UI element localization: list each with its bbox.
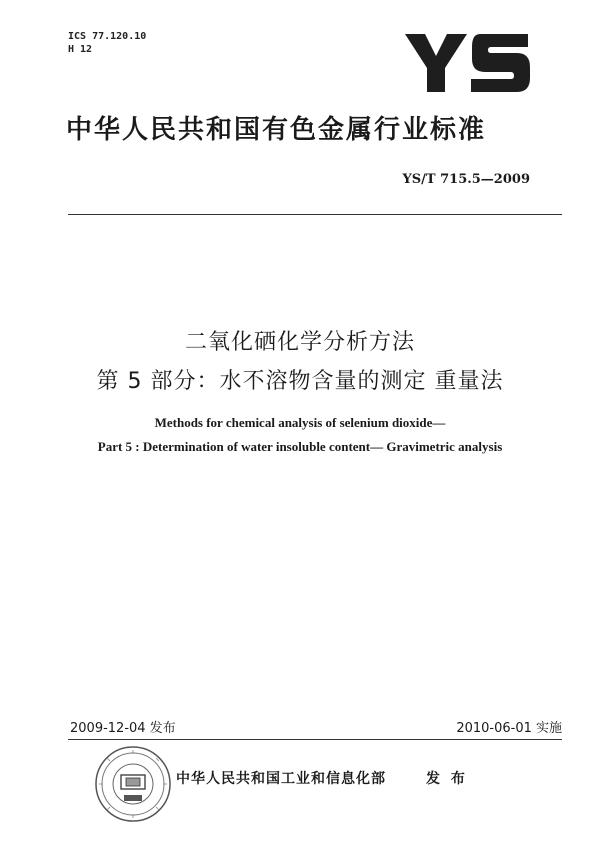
ys-logo [405, 34, 530, 92]
top-divider [68, 214, 562, 215]
chinese-title-line-2: 第 5 部分：水不溶物含量的测定 重量法 [96, 369, 504, 394]
bottom-divider [68, 739, 562, 740]
publish-label: 发 布 [426, 771, 468, 787]
issuing-authority: 中华人民共和国工业和信息化部 [176, 771, 386, 787]
chinese-title-line-1: 二氧化硒化学分析方法 [184, 330, 415, 355]
english-title-line-2: Part 5 : Determination of water insoluble content— Gravimetric analysis [97, 439, 503, 454]
english-title-line-1: Methods for chemical analysis of selenium dioxide— [154, 415, 446, 430]
implementation-date: 2010-06-01 实施 [456, 721, 562, 736]
publisher-seal-icon [94, 745, 172, 823]
standard-category-title: 中华人民共和国有色金属行业标准 [66, 115, 487, 145]
class-code: H 12 [68, 44, 93, 55]
ics-code: ICS 77.120.10 [68, 31, 147, 42]
ys-logo-letters [405, 34, 530, 92]
classification-codes [68, 30, 146, 56]
issue-date: 2009-12-04 发布 [70, 721, 176, 736]
standard-number: YS/T 715.5—2009 [402, 172, 530, 187]
